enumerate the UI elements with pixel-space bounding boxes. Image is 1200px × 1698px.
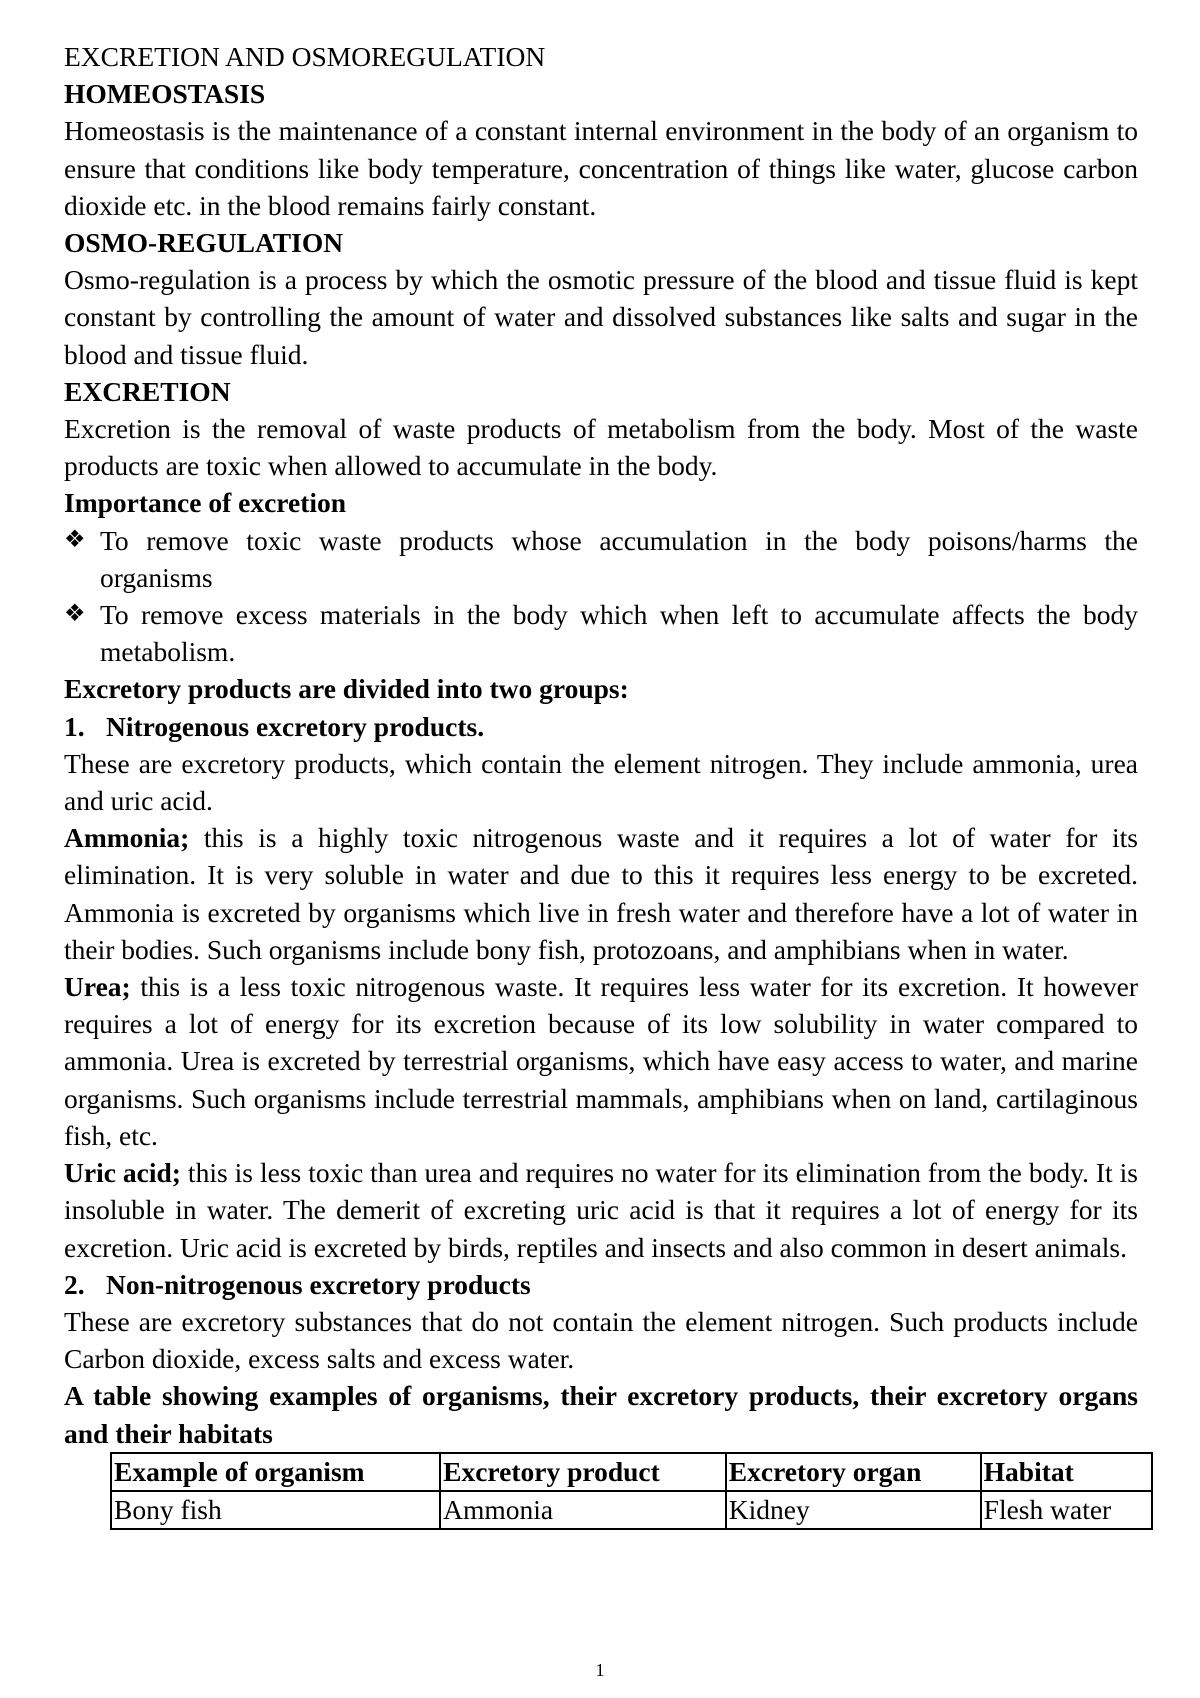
diamond-bullet-icon: ❖ xyxy=(64,601,86,628)
uric-acid-term: Uric acid; xyxy=(64,1157,181,1189)
column-header: Habitat xyxy=(981,1453,1152,1491)
column-header: Example of organism xyxy=(111,1453,440,1491)
table-row xyxy=(111,1491,1152,1529)
urea-term: Urea; xyxy=(64,971,131,1003)
non-nitrogenous-heading xyxy=(64,1266,1138,1303)
non-nitrogenous-paragraph: These are excretory substances that do not contain the element nitrogen. Such products include Carbon dioxide, excess salts and excess water. xyxy=(64,1305,1138,1375)
uric-acid-text: this is less toxic than urea and requires no water for its elimination from the body. It is insoluble in water. The demerit of excreting uric acid is that it requires a lot of energy for its excretion. Uric acid is excreted by birds, reptiles and insects and also common in desert animals. xyxy=(64,1157,1139,1263)
uric-acid-paragraph xyxy=(64,1154,1138,1266)
table-cell: Flesh water xyxy=(981,1491,1152,1529)
document-title: EXCRETION AND OSMOREGULATION xyxy=(64,41,546,72)
section-title: Nitrogenous excretory products. xyxy=(106,710,485,742)
section-title: Non-nitrogenous excretory products xyxy=(106,1268,531,1300)
urea-text: this is a less toxic nitrogenous waste. It requires less water for its excretion. It however requires a lot of energy for its excretion because of its low solubility in water compared to ammonia. Urea is excreted by terrestrial organisms, which have easy access to water, and marine organisms. Such organisms include terrestrial mammals, amphibians when on land, cartilaginous fish, etc. xyxy=(64,971,1138,1151)
column-header: Excretory product xyxy=(440,1453,726,1491)
table-cell: Ammonia xyxy=(440,1491,726,1529)
list-item xyxy=(64,596,1138,670)
nitrogenous-paragraph: These are excretory products, which contain the element nitrogen. They include ammonia, urea and uric acid. xyxy=(64,747,1138,817)
page-number: 1 xyxy=(595,1660,605,1680)
table-cell: Kidney xyxy=(726,1491,981,1529)
table-caption: A table showing examples of organisms, their excretory products, their excretory organs and their habitats xyxy=(64,1380,1138,1449)
list-item-text: To remove toxic waste products whose accumulation in the body poisons/harms the organisms xyxy=(100,524,1138,593)
table-cell: Bony fish xyxy=(111,1491,440,1529)
table-header-row xyxy=(111,1453,1152,1491)
section-number: 1. xyxy=(64,710,85,742)
osmoregulation-heading: OSMO-REGULATION xyxy=(64,227,344,259)
osmoregulation-paragraph: Osmo-regulation is a process by which the osmotic pressure of the blood and tissue fluid is kept constant by controlling the amount of water and dissolved substances like salts and sugar in the blood and tissue fluid. xyxy=(64,264,1138,370)
groups-heading: Excretory products are divided into two groups: xyxy=(64,673,629,705)
diamond-bullet-icon: ❖ xyxy=(64,526,86,553)
importance-heading: Importance of excretion xyxy=(64,487,347,519)
homeostasis-paragraph: Homeostasis is the maintenance of a constant internal environment in the body of an organism to ensure that conditions like body temperature, concentration of things like water, glucose carbon dioxide etc. in the blood remains fairly constant. xyxy=(64,115,1138,221)
column-header: Excretory organ xyxy=(726,1453,981,1491)
urea-paragraph xyxy=(64,968,1138,1154)
nitrogenous-heading xyxy=(64,708,1138,745)
importance-list xyxy=(64,522,1138,671)
homeostasis-heading: HOMEOSTASIS xyxy=(64,78,266,110)
excretion-heading: EXCRETION xyxy=(64,375,231,407)
section-number: 2. xyxy=(64,1268,85,1300)
list-item xyxy=(64,522,1138,596)
excretion-paragraph: Excretion is the removal of waste products of metabolism from the body. Most of the waste products are toxic when allowed to accumulate in the body. xyxy=(64,413,1138,482)
organisms-table xyxy=(110,1452,1153,1530)
ammonia-term: Ammonia; xyxy=(64,822,190,854)
ammonia-text: this is a highly toxic nitrogenous waste and it requires a lot of water for its elimination. It is very soluble in water and due to this it requires less energy to be excreted. Ammonia is excreted by organisms which live in fresh water and therefore have a lot of water in their bodies. Such organisms include bony fish, protozoans, and amphibians when in water. xyxy=(64,822,1138,965)
list-item-text: To remove excess materials in the body which when left to accumulate affects the body metabolism. xyxy=(100,599,1138,668)
ammonia-paragraph xyxy=(64,819,1138,968)
